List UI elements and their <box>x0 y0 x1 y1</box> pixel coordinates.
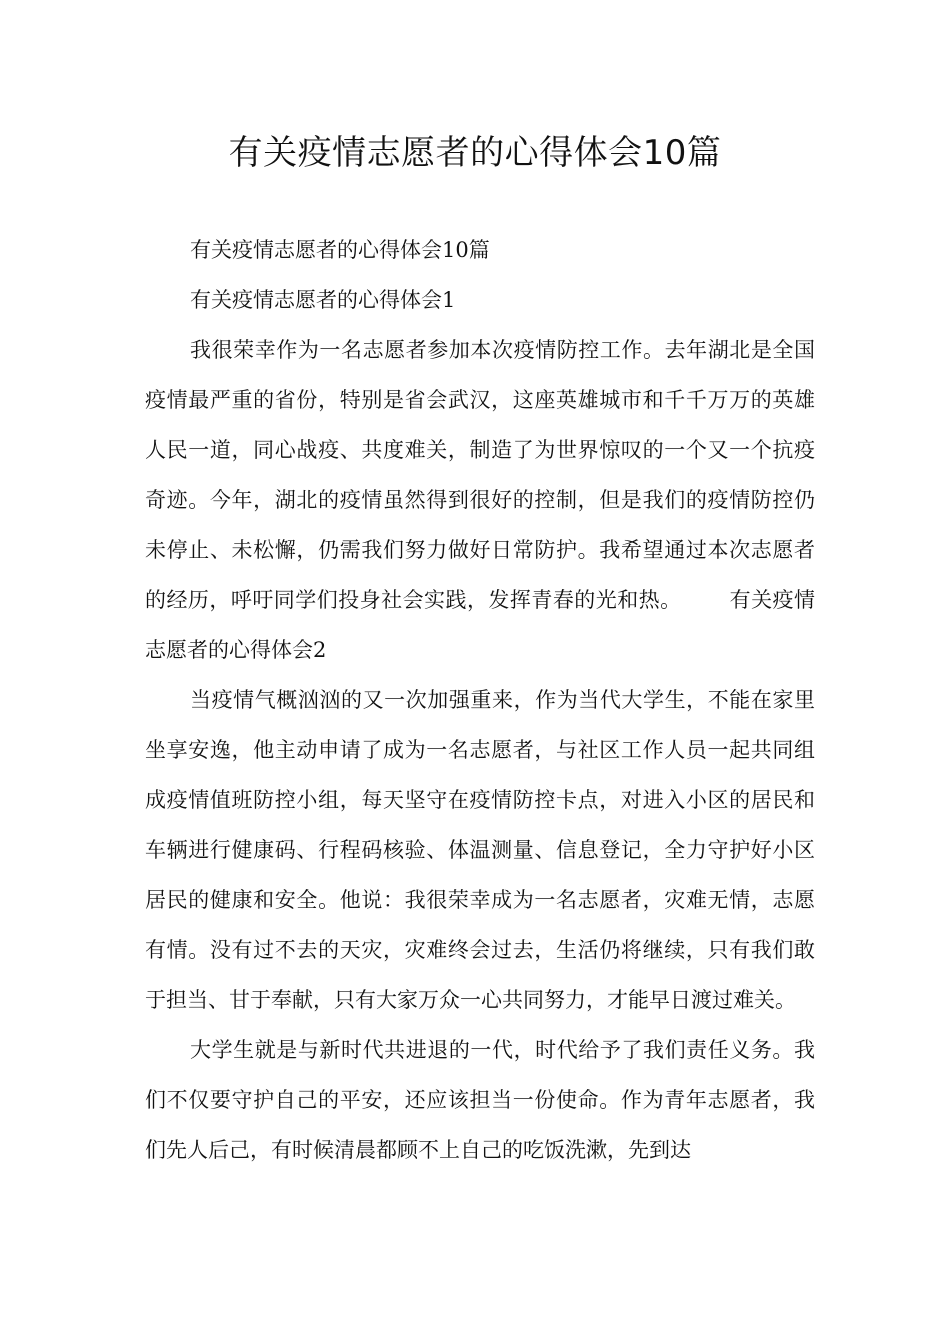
section-heading-2: 有关疫情志愿者的心得体会2 <box>145 588 816 662</box>
body-paragraph-1-text: 我很荣幸作为一名志愿者参加本次疫情防控工作。去年湖北是全国疫情最严重的省份，特别是省会武汉，这座英雄城市和千千万万的英雄人民一道，同心战疫、共度难关，制造了为世界惊叹的一个又一个抗疫奇迹。今年，湖北的疫情虽然得到很好的控制，但是我们的疫情防控仍未停止、未松懈，仍需我们努力做好日常防护。我希望通过本次志愿者的经历，呼吁同学们投身社会实践，发挥青春的光和热。 <box>145 338 815 612</box>
section-heading-1: 有关疫情志愿者的心得体会1 <box>190 288 456 312</box>
subtitle-paragraph: 有关疫情志愿者的心得体会10篇 <box>190 238 490 262</box>
document-title: 有关疫情志愿者的心得体会10篇 <box>228 133 722 173</box>
body-paragraph-2: 当疫情气概汹汹的又一次加强重来，作为当代大学生，不能在家里坐享安逸，他主动申请了成为一名志愿者，与社区工作人员一起共同组成疫情值班防控小组，每天坚守在疫情防控卡点，对进入小区的居民和车辆进行健康码、行程码核验、体温测量、信息登记，全力守护好小区居民的健康和安全。他说：我很荣幸成为一名志愿者，灾难无情，志愿有情。没有过不去的天灾，灾难终会过去，生活仍将继续，只有我们敢于担当、甘于奉献，只有大家万众一心共同努力，才能早日渡过难关。 <box>145 688 815 1012</box>
document-body <box>145 225 815 1175</box>
body-paragraph-3: 大学生就是与新时代共进退的一代，时代给予了我们责任义务。我们不仅要守护自己的平安，还应该担当一份使命。作为青年志愿者，我们先人后己，有时候清晨都顾不上自己的吃饭洗漱，先到达 <box>145 1038 815 1162</box>
body-paragraph-1 <box>145 325 815 675</box>
